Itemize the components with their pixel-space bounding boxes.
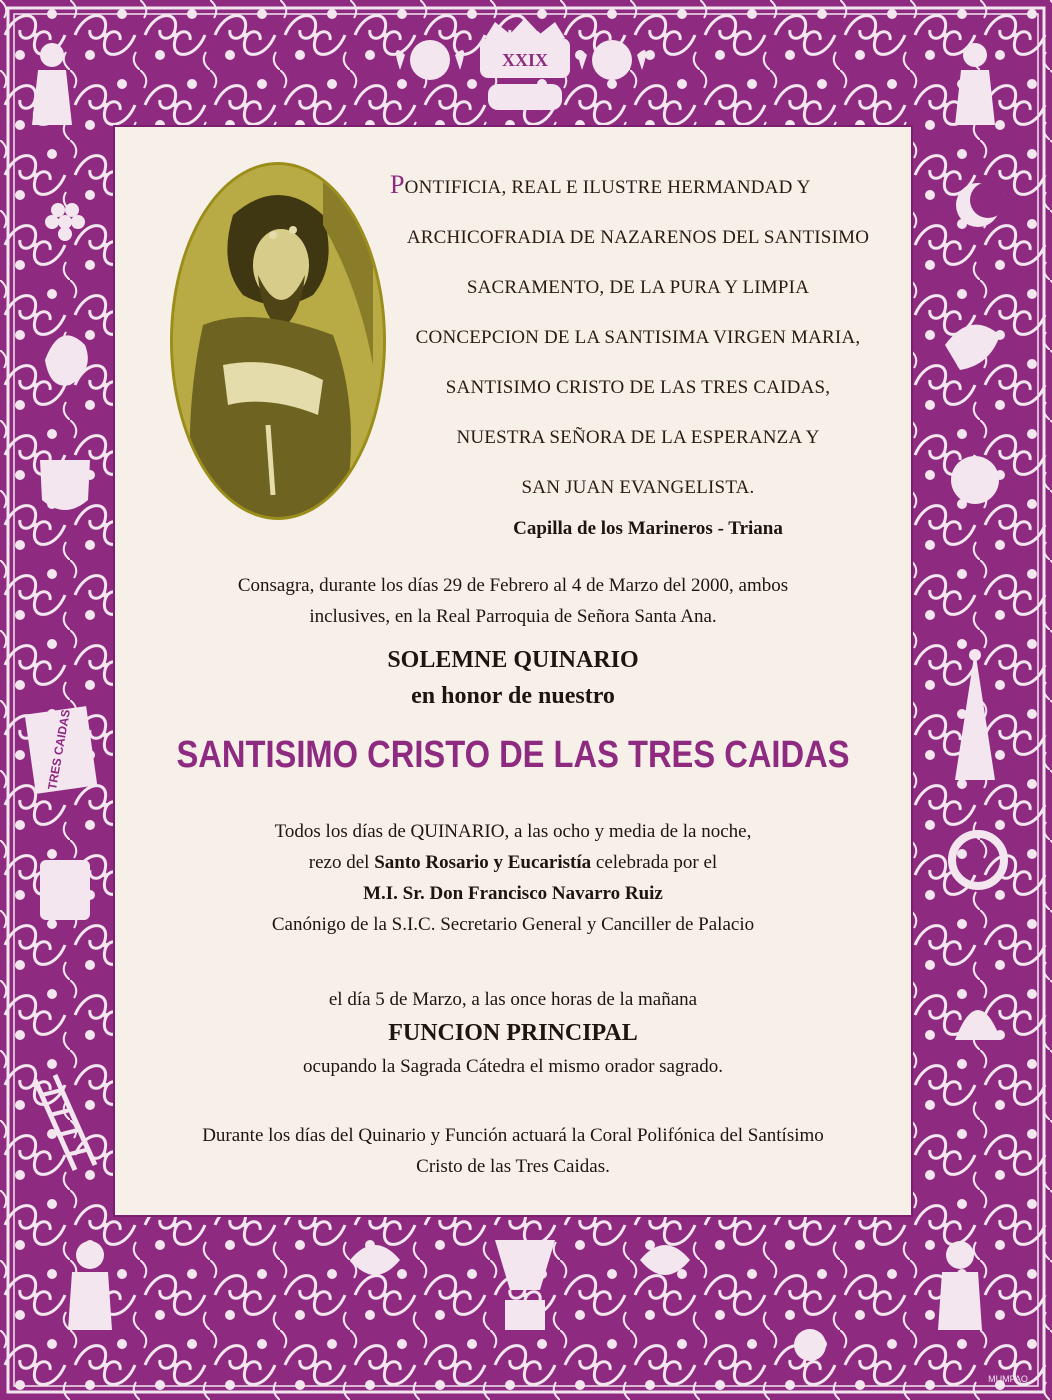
shield-icon (40, 460, 90, 510)
quinario-title: SOLEMNE QUINARIO (387, 647, 639, 673)
coral-line-2: Cristo de las Tres Caidas. (416, 1156, 610, 1177)
todos-line-2 (138, 847, 888, 878)
title-line-7: SAN JUAN EVANGELISTA. (521, 477, 755, 498)
title-line-6: NUESTRA SEÑORA DE LA ESPERANZA Y (456, 427, 820, 448)
brotherhood-title (388, 160, 888, 513)
helmet-icon (951, 456, 999, 504)
title-line-1 (388, 160, 888, 213)
headline: SANTISIMO CRISTO DE LAS TRES CAIDAS (176, 734, 850, 776)
quinario-heading (138, 642, 888, 714)
title-line-1-text: ONTIFICIA, REAL E ILUSTRE HERMANDAD Y (404, 177, 811, 198)
christ-portrait-icon (173, 165, 383, 517)
title-line-5: SANTISIMO CRISTO DE LAS TRES CAIDAS, (445, 377, 831, 398)
crown-icon (480, 18, 570, 110)
coral-line-1: Durante los días del Quinario y Función actuará la Coral Polifónica del Santísimo (202, 1125, 824, 1146)
text-panel (118, 130, 908, 1212)
chapel-location: Capilla de los Marineros - Triana (513, 518, 783, 539)
artist-signature: MUMPAO (988, 1374, 1028, 1384)
consagra-paragraph (138, 570, 888, 632)
funcion-line-2: ocupando la Sagrada Cátedra el mismo orador sagrado. (303, 1056, 723, 1077)
funcion-line-1: el día 5 de Marzo, a las once horas de la mañana (328, 989, 698, 1010)
consagra-line-2: inclusives, en la Real Parroquia de Señora Santa Ana. (309, 606, 717, 627)
consagra-line-1: Consagra, durante los días 29 de Febrero al 4 de Marzo del 2000, ambos (237, 575, 789, 596)
tres-caidas-sign: TRES CAIDAS (45, 708, 73, 791)
funcion-title: FUNCION PRINCIPAL (388, 1020, 638, 1046)
title-line-4: CONCEPCION DE LA SANTISIMA VIRGEN MARIA, (415, 327, 861, 348)
todos-line-2b: Santo Rosario y Eucaristía (374, 852, 592, 873)
quinario-subtitle: en honor de nuestro (411, 683, 615, 709)
todos-line-3: M.I. Sr. Don Francisco Navarro Ruiz (363, 883, 663, 904)
todos-line-2c: celebrada por el (591, 852, 718, 873)
crown-numeral: XXIX (501, 50, 549, 70)
title-line-2: ARCHICOFRADIA DE NAZARENOS DEL SANTISIMO (406, 227, 870, 248)
tres-caidas-sign-icon (25, 706, 98, 794)
todos-line-1: Todos los días de QUINARIO, a las ocho y media de la noche, (274, 821, 752, 842)
title-dropcap: P (390, 170, 405, 199)
title-line-3: SACRAMENTO, DE LA PURA Y LIMPIA (466, 277, 810, 298)
lantern-icon (40, 860, 90, 920)
christ-portrait (170, 162, 386, 520)
coral-paragraph (138, 1120, 888, 1182)
sun-icon (794, 1329, 826, 1361)
todos-line-2a: rezo del (308, 852, 375, 873)
todos-paragraph (138, 816, 888, 940)
funcion-paragraph (138, 984, 888, 1082)
todos-line-4: Canónigo de la S.I.C. Secretario General y Canciller de Palacio (271, 914, 755, 935)
